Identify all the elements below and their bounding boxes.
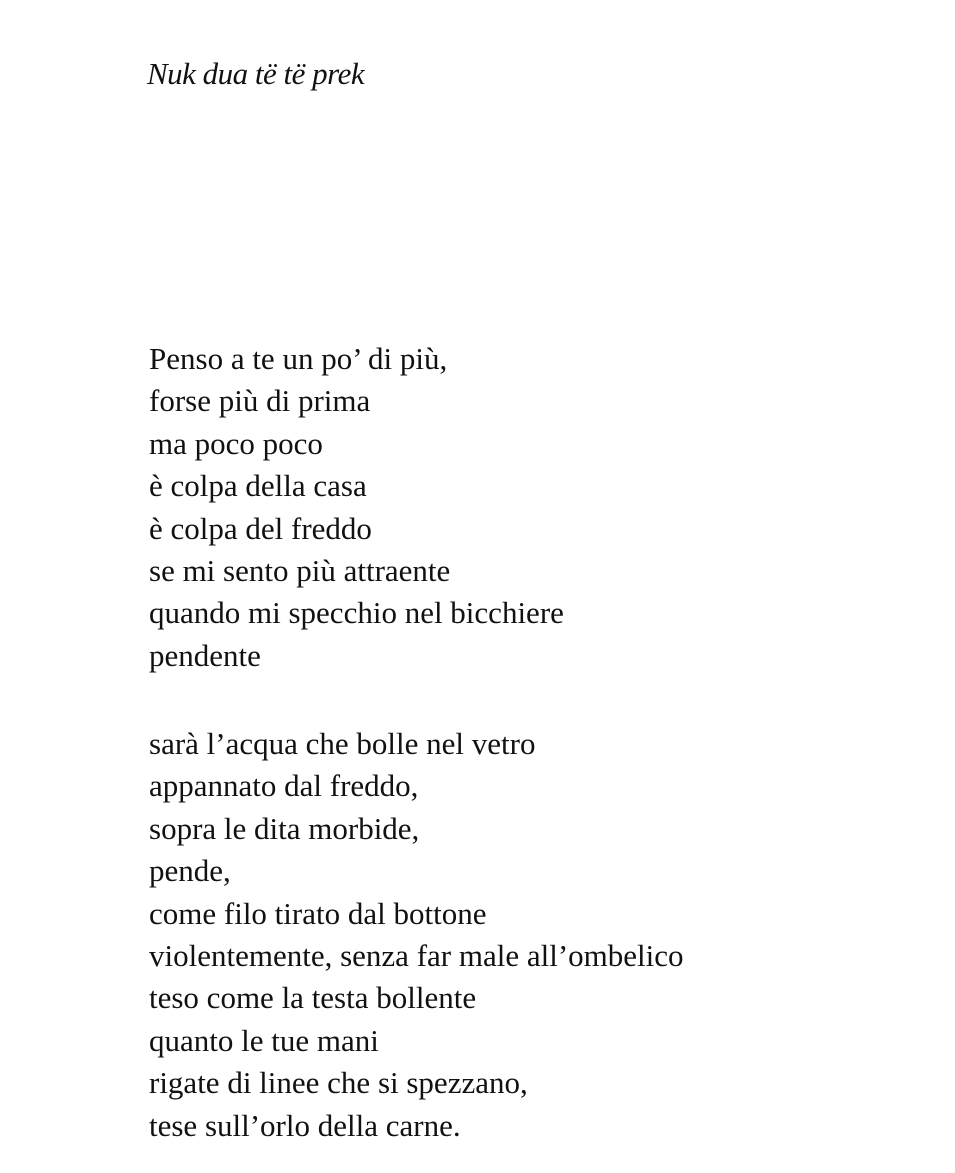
poem-line: violentemente, senza far male all’ombelico <box>149 937 684 973</box>
poem-line: forse più di prima <box>149 383 371 419</box>
poem-line: pendente <box>149 637 261 673</box>
poem-line: come filo tirato dal bottone <box>149 895 487 931</box>
poem-line: appannato dal freddo, <box>149 768 419 804</box>
stanza-1 <box>149 338 564 677</box>
poem-line: ma poco poco <box>149 425 323 461</box>
poem-line: teso come la testa bollente <box>149 980 477 1016</box>
stanza-2 <box>149 723 684 1147</box>
poem-line: sopra le dita morbide, <box>149 810 420 846</box>
poem-line: pende, <box>149 853 231 889</box>
poem-line: quando mi specchio nel bicchiere <box>149 595 564 631</box>
poem-line: quanto le tue mani <box>149 1022 379 1058</box>
poem-title: Nuk dua të të prek <box>147 56 365 91</box>
poem-line: sarà l’acqua che bolle nel vetro <box>149 726 536 761</box>
poem-line: se mi sento più attraente <box>149 552 451 588</box>
poem-line: Penso a te un po’ di più, <box>149 341 448 376</box>
poem-line: è colpa del freddo <box>149 510 372 546</box>
poem-line: è colpa della casa <box>149 468 367 504</box>
poem-line: rigate di linee che si spezzano, <box>149 1065 528 1101</box>
poem-line: tese sull’orlo della carne. <box>149 1107 461 1143</box>
